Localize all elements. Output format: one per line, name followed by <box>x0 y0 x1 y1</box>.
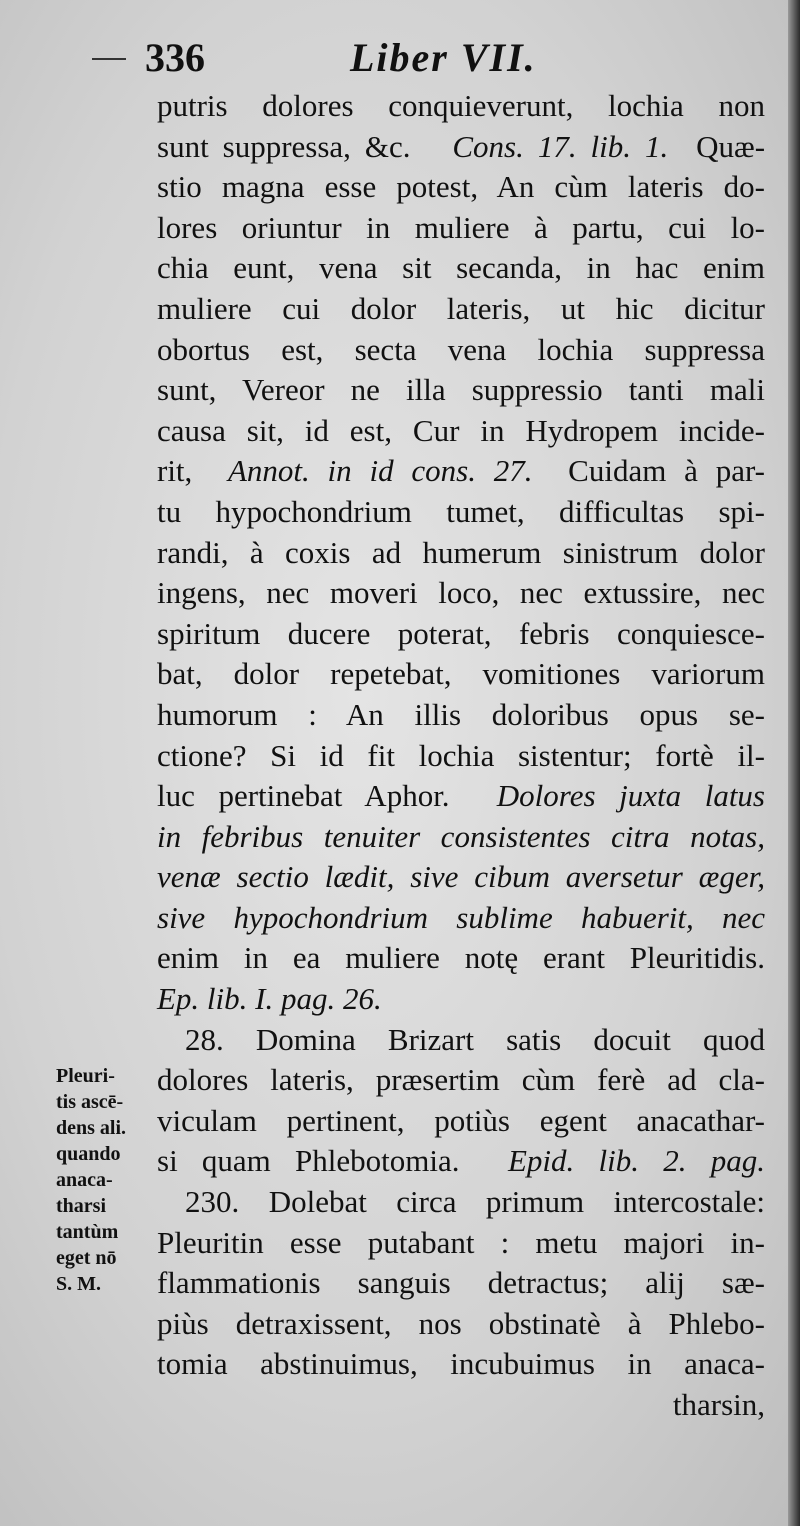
text-line: obortus est, secta vena lochia suppressa <box>157 331 765 367</box>
margin-note-line: eget nō <box>56 1247 117 1269</box>
text-line: tharsin, <box>672 1387 765 1422</box>
text-line: enim in ea muliere notę erant Pleuritidis. <box>157 940 765 976</box>
text-segment: Cuidam à par- <box>568 453 765 489</box>
text-line: humorum : An illis doloribus opus se- <box>157 696 765 732</box>
text-line <box>157 451 765 492</box>
text-line: 28. Domina Brizart satis docuit quod <box>185 1021 765 1057</box>
text-line <box>157 898 765 939</box>
text-line: 230. Dolebat circa primum intercostale: <box>185 1184 765 1220</box>
margin-note-line: anaca- <box>56 1169 113 1191</box>
margin-note <box>56 1063 160 1297</box>
text-line: putris dolores conquieverunt, lochia non <box>157 88 765 123</box>
text-line: bat, dolor repetebat, vomitiones variorum <box>157 656 765 692</box>
citation: Epid. lib. 2. pag. <box>508 1143 766 1179</box>
margin-note-line: tantùm <box>56 1221 119 1243</box>
page-header <box>145 30 755 84</box>
text-line: Pleuritin esse putabant : metu majori in- <box>157 1224 765 1260</box>
quotation: Dolores juxta latus <box>496 778 766 814</box>
text-line: tomia abstinuimus, incubuimus in anaca- <box>157 1346 765 1382</box>
running-head: Liber VII. <box>350 35 537 80</box>
text-segment: Quæ- <box>696 128 766 164</box>
text-line: tu hypochondrium tumet, difficultas spi- <box>157 493 765 529</box>
text-line: venæ sectio lædit, sive cibum aversetur æger, <box>157 859 765 895</box>
text-line: causa sit, id est, Cur in Hydropem incide- <box>157 412 765 448</box>
text-line: Ep. lib. I. pag. 26. <box>157 981 382 1017</box>
header-dash <box>92 58 126 60</box>
text-line: in febribus tenuiter consistentes citra notas, <box>157 818 765 854</box>
margin-note-line: tis ascē- <box>56 1091 124 1113</box>
text-line: randi, à coxis ad humerum sinistrum dolor <box>157 534 765 570</box>
citation: Cons. 17. lib. 1. <box>452 128 669 164</box>
text-segment: si quam Phlebotomia. <box>157 1143 460 1179</box>
margin-note-line: Pleuri- <box>56 1065 115 1087</box>
text-segment: rit, <box>157 453 193 489</box>
text-line: piùs detraxissent, nos obstinatè à Phlebo- <box>157 1305 765 1341</box>
text-line: spiritum ducere poterat, febris conquiesce- <box>157 615 765 651</box>
margin-note-line: quando <box>56 1143 121 1165</box>
margin-note-line: S. M. <box>56 1273 101 1295</box>
text-segment: luc pertinebat Aphor. <box>157 778 450 814</box>
text-line: stio magna esse potest, An cùm lateris do- <box>157 169 765 205</box>
text-line: chia eunt, vena sit secanda, in hac enim <box>157 250 765 286</box>
text-line <box>157 1141 765 1182</box>
text-segment: sunt suppressa, &c. <box>157 128 411 164</box>
text-line: sunt, Vereor ne illa suppressio tanti mali <box>157 372 765 408</box>
text-line: dolores lateris, præsertim cùm ferè ad cla- <box>157 1062 765 1098</box>
text-segment: sive hypochondrium sublime habuerit, nec <box>157 899 765 935</box>
margin-note-line: dens ali. <box>56 1117 127 1139</box>
text-line: lores oriuntur in muliere à partu, cui lo- <box>157 209 765 245</box>
text-line: muliere cui dolor lateris, ut hic dicitur <box>157 290 765 326</box>
text-line: ingens, nec moveri loco, nec extussire, nec <box>157 575 765 611</box>
citation: Annot. in id cons. 27. <box>227 453 533 489</box>
text-line: ctione? Si id fit lochia sistentur; fortè il- <box>157 737 765 773</box>
margin-note-line: tharsi <box>56 1195 106 1217</box>
body-text <box>157 86 765 1426</box>
text-line: viculam pertinent, potiùs egent anacathar- <box>157 1102 765 1138</box>
text-line <box>157 127 765 168</box>
page-edge-shadow <box>788 0 800 1526</box>
page-number: 336 <box>145 35 205 80</box>
text-line <box>157 776 765 817</box>
text-line: flammationis sanguis detractus; alij sæ- <box>157 1265 765 1301</box>
